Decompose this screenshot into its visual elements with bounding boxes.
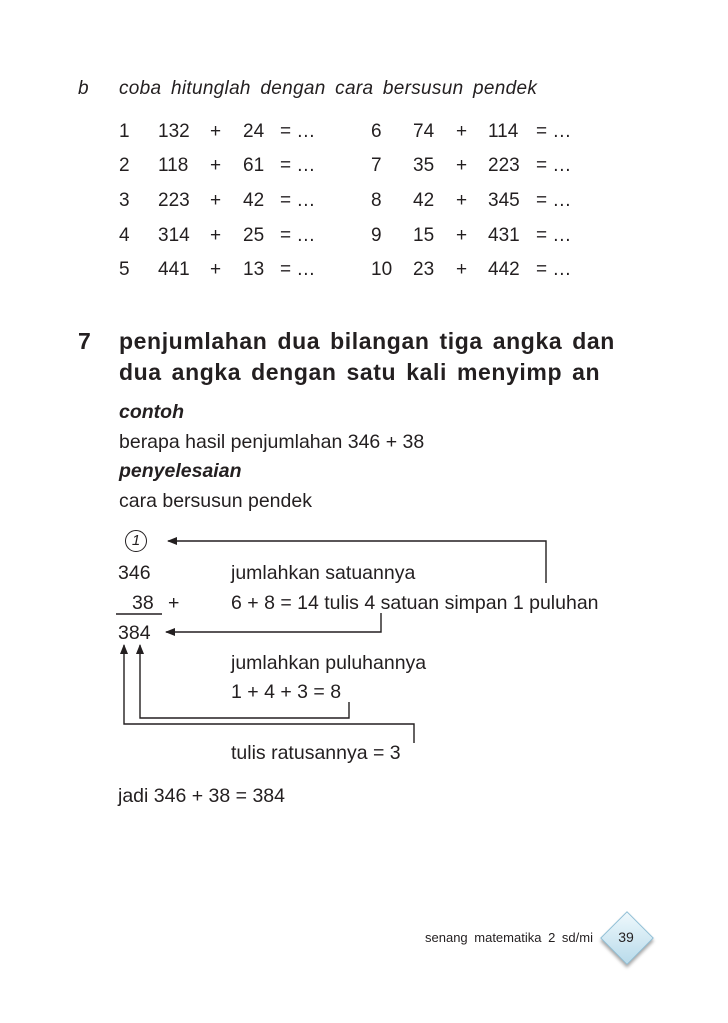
problem-addend-a: 35	[413, 155, 435, 176]
section-7-title-line1: penjumlahan dua bilangan tiga angka dan	[119, 328, 615, 354]
problem-equals: = …	[280, 225, 316, 246]
problem-addend-b: 345	[488, 190, 520, 211]
problem-number: 4	[119, 225, 130, 246]
problem-addend-a: 42	[413, 190, 435, 211]
section-b-marker: b	[78, 78, 89, 99]
step-ratusan: tulis ratusannya = 3	[231, 742, 401, 764]
step-puluhan-detail: 1 + 4 + 3 = 8	[231, 681, 342, 703]
problem-equals: = …	[280, 259, 316, 280]
book-title: senang matematika 2 sd/mi	[425, 930, 593, 945]
conclusion: jadi 346 + 38 = 384	[118, 785, 285, 807]
problem-addend-a: 441	[158, 259, 190, 280]
problem-operator: +	[210, 190, 222, 211]
problem-equals: = …	[536, 190, 572, 211]
problem-number: 1	[119, 121, 130, 142]
problem-operator: +	[210, 121, 222, 142]
problem-equals: = …	[536, 155, 572, 176]
penyelesaian-label: penyelesaian	[119, 460, 242, 482]
problem-equals: = …	[536, 121, 572, 142]
step-satuan: jumlahkan satuannya	[231, 562, 416, 584]
example-question: berapa hasil penjumlahan 346 + 38	[119, 431, 425, 453]
puluhan-arrow	[140, 645, 349, 718]
problem-operator: +	[456, 259, 468, 280]
contoh-label: contoh	[119, 401, 184, 423]
problem-number: 10	[371, 259, 393, 280]
problem-operator: +	[210, 155, 222, 176]
problem-addend-b: 442	[488, 259, 520, 280]
problem-equals: = …	[280, 155, 316, 176]
problem-equals: = …	[280, 121, 316, 142]
section-7-title-line2: dua angka dengan satu kali menyimp an	[119, 359, 601, 385]
problem-operator: +	[456, 190, 468, 211]
step-satuan-detail: 6 + 8 = 14 tulis 4 satuan simpan 1 puluhan	[231, 592, 599, 614]
problem-operator: +	[210, 225, 222, 246]
problem-addend-b: 25	[243, 225, 265, 246]
ratusan-arrow	[124, 645, 414, 743]
page-number: 39	[618, 929, 634, 945]
problem-number: 7	[371, 155, 382, 176]
problem-number: 2	[119, 155, 130, 176]
problem-addend-a: 314	[158, 225, 190, 246]
problem-addend-a: 118	[158, 155, 189, 176]
problem-addend-a: 23	[413, 259, 435, 280]
problem-addend-b: 114	[488, 121, 519, 142]
section-7-number: 7	[78, 328, 92, 354]
problem-addend-b: 24	[243, 121, 265, 142]
problem-operator: +	[210, 259, 222, 280]
problem-addend-b: 431	[488, 225, 520, 246]
carry-digit-circle: 1	[125, 530, 147, 552]
sum-result: 384	[118, 622, 151, 644]
section-b-instruction: coba hitunglah dengan cara bersusun pendek	[119, 78, 538, 99]
problem-addend-a: 223	[158, 190, 190, 211]
addend-2: 38	[132, 592, 154, 614]
problem-addend-a: 74	[413, 121, 435, 142]
problem-addend-a: 15	[413, 225, 435, 246]
problem-equals: = …	[280, 190, 316, 211]
problem-equals: = …	[536, 259, 572, 280]
problem-operator: +	[456, 155, 468, 176]
problem-number: 6	[371, 121, 382, 142]
problem-addend-b: 42	[243, 190, 265, 211]
result-arrow	[166, 613, 381, 632]
problem-number: 9	[371, 225, 382, 246]
carry-arrow	[168, 541, 546, 583]
addend-1: 346	[118, 562, 151, 584]
problem-addend-b: 223	[488, 155, 520, 176]
problem-addend-a: 132	[158, 121, 190, 142]
method-label: cara bersusun pendek	[119, 490, 312, 512]
problem-operator: +	[456, 225, 468, 246]
problem-addend-b: 61	[243, 155, 265, 176]
step-puluhan: jumlahkan puluhannya	[231, 652, 427, 674]
problem-number: 3	[119, 190, 130, 211]
plus-sign: +	[168, 592, 180, 614]
problem-number: 5	[119, 259, 130, 280]
problem-operator: +	[456, 121, 468, 142]
problem-equals: = …	[536, 225, 572, 246]
problem-addend-b: 13	[243, 259, 265, 280]
problem-number: 8	[371, 190, 382, 211]
